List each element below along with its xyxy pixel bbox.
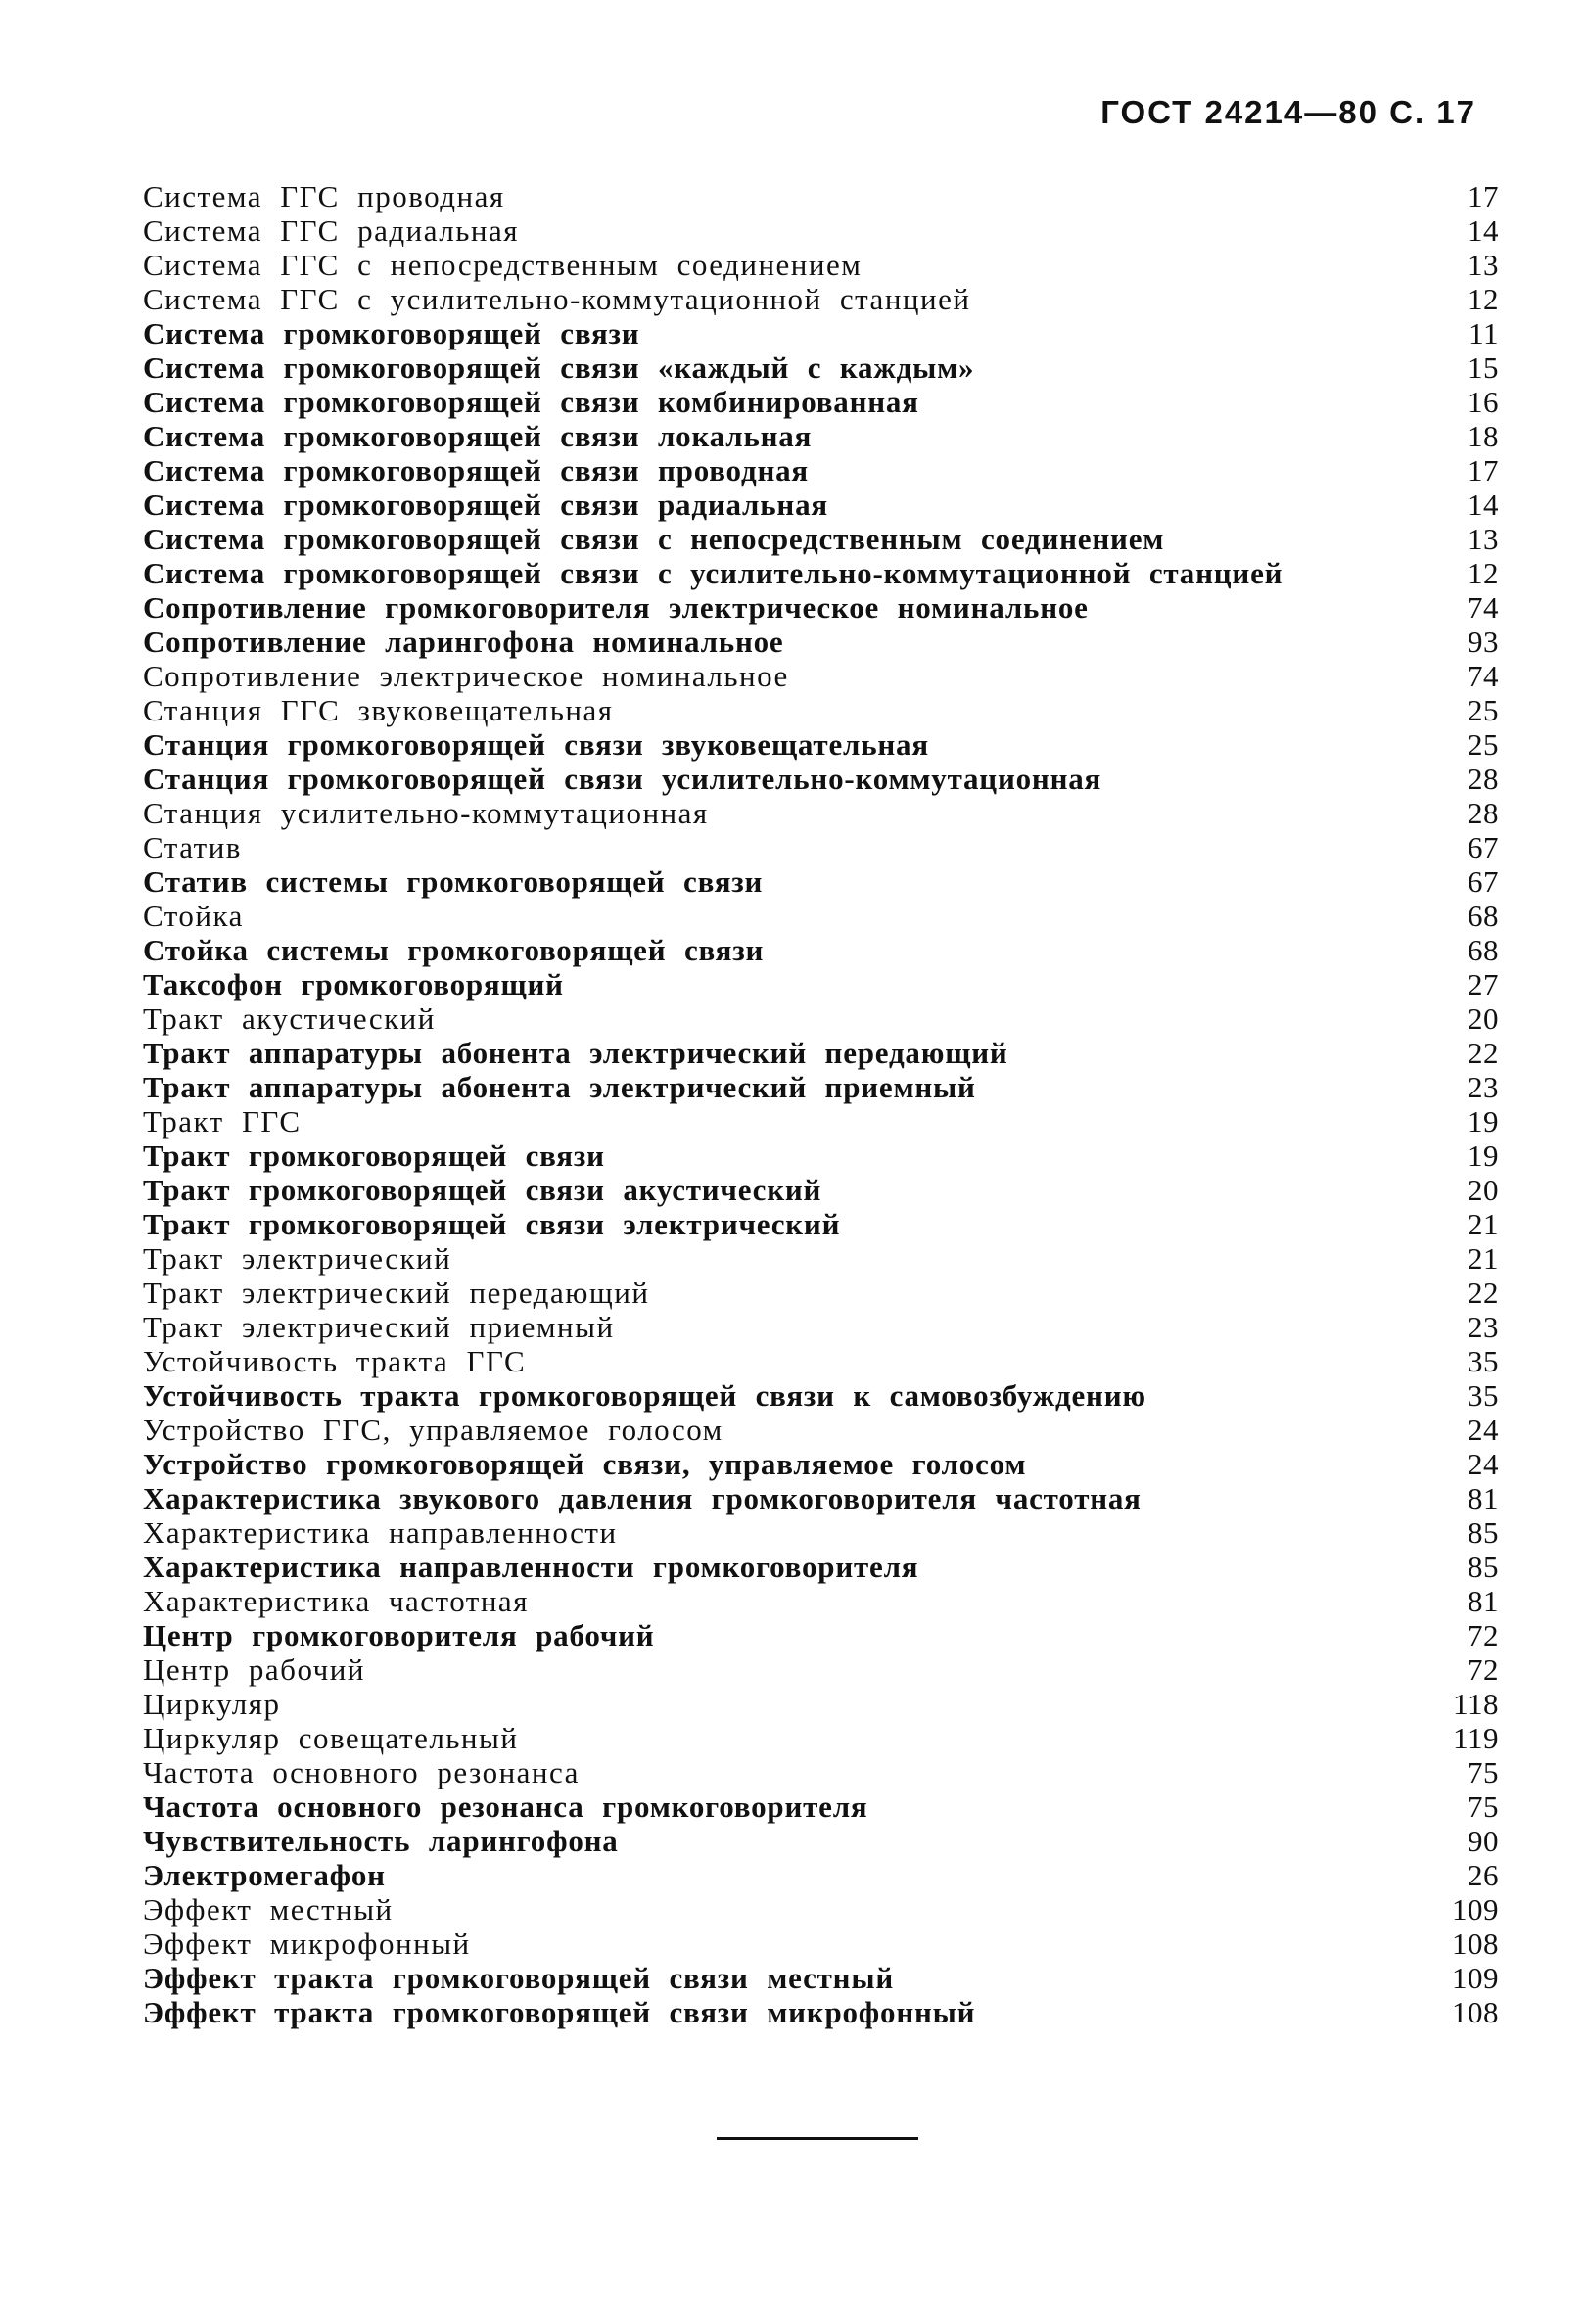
index-page-number: 68 [1468,899,1499,933]
index-entry [143,933,1499,967]
index-page-number: 23 [1468,1310,1499,1344]
index-page-number: 108 [1452,1995,1499,2029]
index-page-number: 25 [1468,693,1499,727]
index-entry [143,1481,1499,1515]
index-page-number: 28 [1468,762,1499,796]
index-page-number: 22 [1468,1036,1499,1070]
index-page-number: 13 [1468,522,1499,556]
index-page-number: 75 [1468,1755,1499,1789]
index-page-number: 19 [1468,1139,1499,1173]
index-page-number: 93 [1468,625,1499,659]
index-term: Центр громкоговорителя рабочий [143,1618,655,1652]
index-term: Система громкоговорящей связи проводная [143,453,809,488]
index-entry [143,213,1499,248]
index-term: Стойка [143,899,244,933]
index-term: Станция громкоговорящей связи звуковещательная [143,727,929,762]
index-page-number: 28 [1468,796,1499,830]
index-entry [143,659,1499,693]
index-page-number: 17 [1468,179,1499,213]
index-term: Тракт громкоговорящей связи [143,1139,605,1173]
page-header: ГОСТ 24214—80 С. 17 [1100,94,1476,130]
index-page-number: 81 [1468,1584,1499,1618]
index-term: Система громкоговорящей связи с непосредственным соединением [143,522,1165,556]
index-entry [143,350,1499,385]
index-term: Система громкоговорящей связи с усилительно-коммутационной станцией [143,556,1283,590]
index-page-number: 16 [1468,385,1499,419]
index-page-number: 18 [1468,419,1499,453]
index-term: Станция усилительно-коммутационная [143,796,709,830]
end-rule [717,2137,918,2140]
index-entry [143,967,1499,1001]
index-term: Характеристика звукового давления громкоговорителя частотная [143,1481,1142,1515]
index-entry [143,864,1499,899]
index-page-number: 74 [1468,659,1499,693]
index-entry [143,1892,1499,1927]
index-entry [143,1995,1499,2029]
index-page-number: 17 [1468,453,1499,488]
index-term: Система громкоговорящей связи комбинированная [143,385,919,419]
index-entry [143,1927,1499,1961]
index-term: Тракт аппаратуры абонента электрический передающий [143,1036,1008,1070]
index-entry [143,899,1499,933]
index-page-number: 11 [1469,316,1499,350]
index-term: Характеристика частотная [143,1584,529,1618]
index-entry [143,1824,1499,1858]
index-term: Циркуляр [143,1687,281,1721]
index-page-number: 85 [1468,1515,1499,1550]
index-term: Центр рабочий [143,1652,365,1687]
index-entry [143,830,1499,864]
index-page-number: 35 [1468,1344,1499,1378]
index-page-number: 14 [1468,488,1499,522]
index-term: Сопротивление ларингофона номинальное [143,625,784,659]
index-entry [143,1241,1499,1276]
index-entry [143,1789,1499,1824]
index-page-number: 72 [1468,1618,1499,1652]
index-page-number: 24 [1468,1447,1499,1481]
index-term: Тракт электрический [143,1241,452,1276]
index-page-number: 13 [1468,248,1499,282]
index-term: Тракт громкоговорящей связи акустический [143,1173,822,1207]
index-term: Устойчивость тракта ГГС [143,1344,527,1378]
index-entry [143,1687,1499,1721]
index-term: Эффект микрофонный [143,1927,471,1961]
index-entry [143,1036,1499,1070]
index-entry [143,1344,1499,1378]
index-page-number: 26 [1468,1858,1499,1892]
index-term: Сопротивление электрическое номинальное [143,659,789,693]
index-entry [143,1618,1499,1652]
index-term: Система громкоговорящей связи «каждый с каждым» [143,350,975,385]
index-term: Тракт ГГС [143,1104,302,1139]
index-term: Характеристика направленности [143,1515,618,1550]
index-term: Устройство громкоговорящей связи, управляемое голосом [143,1447,1027,1481]
index-entry [143,1550,1499,1584]
index-entry [143,282,1499,316]
index-page-number: 19 [1468,1104,1499,1139]
index-entry [143,316,1499,350]
index-term: Система громкоговорящей связи локальная [143,419,813,453]
index-list [143,179,1499,2029]
index-page-number: 27 [1468,967,1499,1001]
index-term: Система громкоговорящей связи радиальная [143,488,828,522]
index-page-number: 109 [1452,1892,1499,1927]
index-term: Система ГГС с усилительно-коммутационной станцией [143,282,971,316]
index-page-number: 109 [1452,1961,1499,1995]
index-term: Эффект местный [143,1892,394,1927]
index-entry [143,1378,1499,1413]
index-page-number: 24 [1468,1413,1499,1447]
index-page-number: 20 [1468,1173,1499,1207]
index-page-number: 20 [1468,1001,1499,1036]
index-entry [143,453,1499,488]
index-term: Устройство ГГС, управляемое голосом [143,1413,723,1447]
index-entry [143,179,1499,213]
index-entry [143,762,1499,796]
index-entry [143,1755,1499,1789]
index-entry [143,385,1499,419]
index-term: Тракт электрический приемный [143,1310,615,1344]
index-entry [143,1515,1499,1550]
index-term: Таксофон громкоговорящий [143,967,564,1001]
index-entry [143,693,1499,727]
index-entry [143,522,1499,556]
index-page-number: 23 [1468,1070,1499,1104]
index-term: Характеристика направленности громкоговорителя [143,1550,919,1584]
index-page-number: 119 [1453,1721,1499,1755]
index-term: Станция ГГС звуковещательная [143,693,614,727]
index-entry [143,1207,1499,1241]
index-entry [143,1001,1499,1036]
index-term: Циркуляр совещательный [143,1721,519,1755]
index-term: Устойчивость тракта громкоговорящей связи к самовозбуждению [143,1378,1146,1413]
index-entry [143,625,1499,659]
index-term: Эффект тракта громкоговорящей связи местный [143,1961,894,1995]
index-page-number: 75 [1468,1789,1499,1824]
index-page-number: 72 [1468,1652,1499,1687]
index-page-number: 67 [1468,864,1499,899]
index-page-number: 68 [1468,933,1499,967]
index-page-number: 90 [1468,1824,1499,1858]
index-term: Тракт электрический передающий [143,1276,650,1310]
index-entry [143,419,1499,453]
index-page-number: 15 [1468,350,1499,385]
index-entry [143,1310,1499,1344]
index-page-number: 35 [1468,1378,1499,1413]
index-entry [143,1652,1499,1687]
index-term: Статив [143,830,242,864]
index-term: Тракт громкоговорящей связи электрический [143,1207,841,1241]
index-entry [143,727,1499,762]
index-entry [143,1276,1499,1310]
index-entry [143,1070,1499,1104]
index-entry [143,248,1499,282]
index-term: Система ГГС с непосредственным соединением [143,248,863,282]
index-page-number: 14 [1468,213,1499,248]
index-page-number: 21 [1468,1207,1499,1241]
index-entry [143,1584,1499,1618]
index-entry [143,590,1499,625]
index-term: Эффект тракта громкоговорящей связи микрофонный [143,1995,976,2029]
index-entry [143,1173,1499,1207]
index-page-number: 12 [1468,556,1499,590]
index-term: Статив системы громкоговорящей связи [143,864,764,899]
index-term: Чувствительность ларингофона [143,1824,619,1858]
index-page-number: 85 [1468,1550,1499,1584]
index-term: Частота основного резонанса громкоговорителя [143,1789,868,1824]
index-page-number: 118 [1453,1687,1499,1721]
index-entry [143,556,1499,590]
index-page-number: 12 [1468,282,1499,316]
index-entry [143,1721,1499,1755]
index-page-number: 22 [1468,1276,1499,1310]
index-term: Тракт аппаратуры абонента электрический приемный [143,1070,976,1104]
index-entry [143,796,1499,830]
index-term: Система громкоговорящей связи [143,316,640,350]
index-page-number: 21 [1468,1241,1499,1276]
index-entry [143,1961,1499,1995]
index-term: Электромегафон [143,1858,386,1892]
index-term: Стойка системы громкоговорящей связи [143,933,765,967]
index-term: Станция громкоговорящей связи усилительно-коммутационная [143,762,1102,796]
index-entry [143,1858,1499,1892]
index-page-number: 81 [1468,1481,1499,1515]
index-term: Тракт акустический [143,1001,436,1036]
index-page-number: 67 [1468,830,1499,864]
index-page-number: 25 [1468,727,1499,762]
index-page-number: 108 [1452,1927,1499,1961]
index-entry [143,1139,1499,1173]
index-entry [143,1447,1499,1481]
index-entry [143,1104,1499,1139]
index-term: Частота основного резонанса [143,1755,580,1789]
index-entry [143,488,1499,522]
index-term: Система ГГС радиальная [143,213,519,248]
index-entry [143,1413,1499,1447]
index-term: Сопротивление громкоговорителя электрическое номинальное [143,590,1089,625]
index-page-number: 74 [1468,590,1499,625]
index-term: Система ГГС проводная [143,179,505,213]
